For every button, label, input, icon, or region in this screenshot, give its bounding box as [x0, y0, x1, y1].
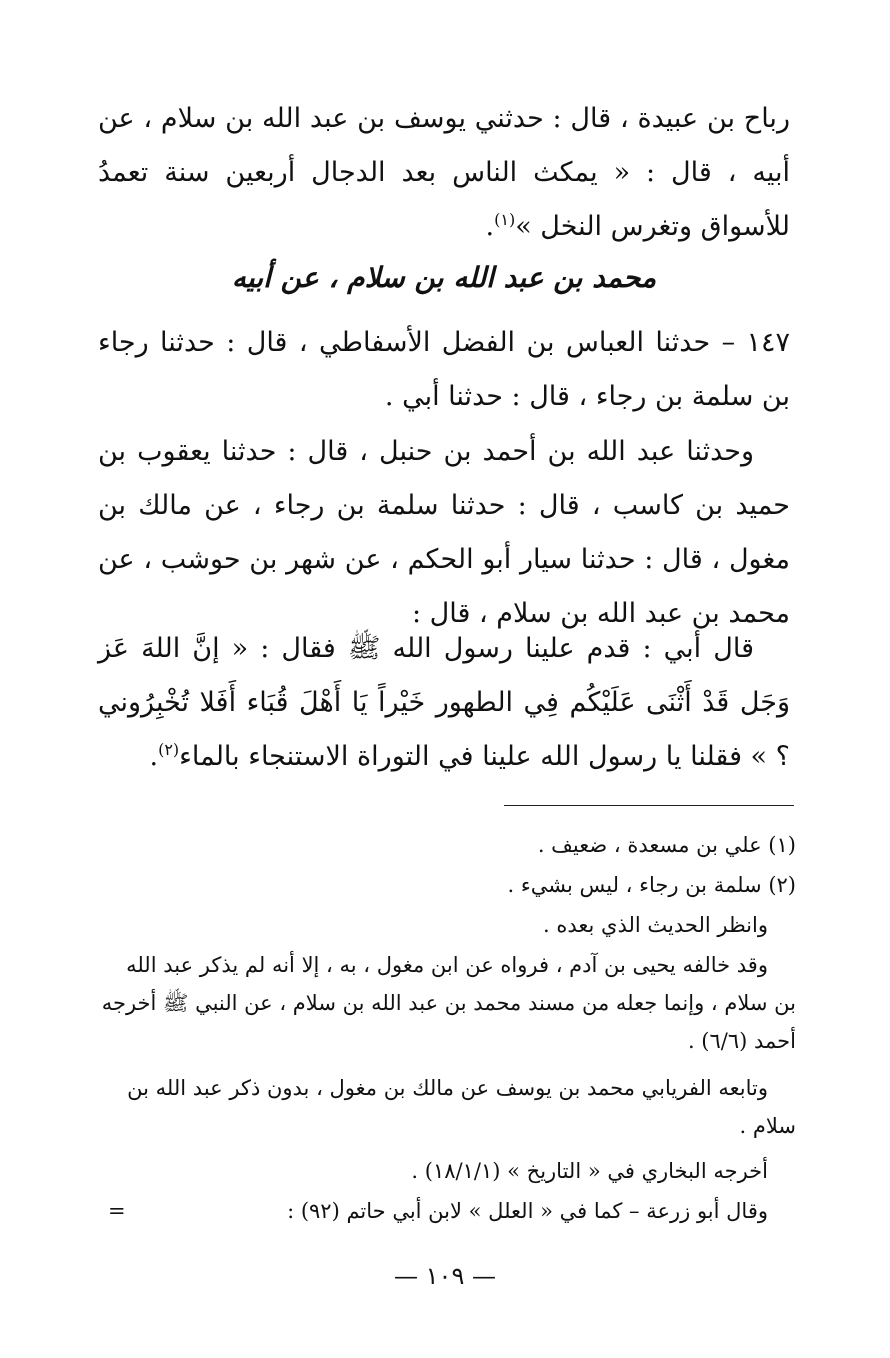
footnote-ref-2: (٢)	[158, 740, 180, 759]
footnote-2-line-3: وقد خالفه يحيى بن آدم ، فرواه عن ابن مغول ، به ، إلا أنه لم يذكر عبد الله بن سلام ، وإنما جعله من مسند محمد بن عبد الله بن سلام ، عن النبي ﷺ أخرجه أحمد (٦/٦) .	[101, 953, 796, 1053]
footnote-2-line-5: أخرجه البخاري في « التاريخ » (١٨/١/١) .	[411, 1159, 768, 1183]
paragraph-end: .	[149, 741, 159, 772]
page-number: — ١٠٩ —	[394, 1262, 496, 1290]
footnote-2-line-6: وقال أبو زرعة – كما في « العلل » لابن أبي حاتم (٩٢) :	[287, 1199, 768, 1223]
footnote-2-line-4: وتابعه الفريابي محمد بن يوسف عن مالك بن مغول ، بدون ذكر عبد الله بن سلام .	[127, 1076, 796, 1138]
body-paragraph-2: ١٤٧ – حدثنا العباس بن الفضل الأسفاطي ، قال : حدثنا رجاء بن سلمة بن رجاء ، قال : حدثنا أبي .	[98, 327, 790, 412]
section-heading: محمد بن عبد الله بن سلام ، عن أبيه	[231, 261, 657, 294]
footnote-ref-1: (١)	[494, 210, 516, 229]
footnote-2: (٢) سلمة بن رجاء ، ليس بشيء .	[507, 873, 796, 897]
paragraph-end: .	[485, 211, 495, 242]
continuation-mark: =	[108, 1199, 126, 1223]
body-paragraph-4	[98, 622, 790, 784]
body-paragraph-3: وحدثنا عبد الله بن أحمد بن حنبل ، قال : حدثنا يعقوب بن حميد بن كاسب ، قال : حدثنا سلمة بن رجاء ، عن مالك بن مغول ، قال : حدثنا سيار أبو الحكم ، عن شهر بن حوشب ، عن محمد بن عبد الله بن سلام ، قال :	[98, 436, 790, 629]
footnote-1: (١) علي بن مسعدة ، ضعيف .	[537, 833, 796, 857]
paragraph-text: قال أبي : قدم علينا رسول الله ﷺ فقال : « إنَّ اللهَ عَز وَجَل قَدْ أَثْنَى عَلَيْكُم فِي الطهور خَيْراً يَا أَهْلَ قُبَاء أَفَلا تُخْبِرُوني ؟ » فقلنا يا رسول الله علينا في التوراة الاستنجاء بالماء	[98, 633, 790, 772]
footnote-2-line-2: وانظر الحديث الذي بعده .	[543, 913, 768, 937]
body-paragraph-1	[98, 92, 790, 254]
paragraph-text: رباح بن عبيدة ، قال : حدثني يوسف بن عبد الله بن سلام ، عن أبيه ، قال : « يمكث الناس بعد الدجال أربعين سنة تعمدُ للأسواق وتغرس النخل »	[98, 103, 790, 242]
footnote-separator	[504, 805, 794, 806]
